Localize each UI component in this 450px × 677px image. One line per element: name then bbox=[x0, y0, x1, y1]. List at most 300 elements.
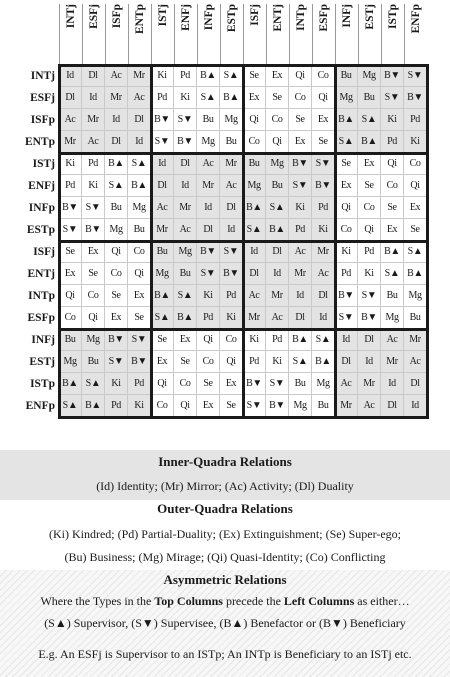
relation-cell: Qi bbox=[174, 395, 197, 417]
relation-cell: Ac bbox=[151, 197, 174, 219]
relation-cell: Ex bbox=[289, 131, 312, 153]
column-divider bbox=[312, 4, 313, 64]
relation-cell: Ex bbox=[128, 285, 151, 307]
column-divider bbox=[289, 4, 290, 64]
relation-cell: Co bbox=[381, 175, 404, 197]
relation-cell: B▲ bbox=[220, 87, 243, 109]
relation-cell: Mr bbox=[105, 87, 128, 109]
relation-cell: S▲ bbox=[312, 329, 335, 351]
relation-cell: S▼ bbox=[82, 197, 105, 219]
relation-cell: Ex bbox=[266, 65, 289, 87]
relation-cell: Mr bbox=[197, 175, 220, 197]
relation-cell: B▲ bbox=[174, 307, 197, 329]
column-divider bbox=[404, 4, 405, 64]
relation-cell: S▼ bbox=[381, 87, 404, 109]
relation-cell: Se bbox=[335, 153, 358, 175]
relation-cell: Qi bbox=[105, 241, 128, 263]
relation-cell: B▲ bbox=[266, 219, 289, 241]
relation-cell: Bu bbox=[335, 65, 358, 87]
relation-cell: Id bbox=[289, 285, 312, 307]
relation-cell: S▲ bbox=[266, 197, 289, 219]
relation-cell: Id bbox=[266, 263, 289, 285]
relation-cell: Mr bbox=[335, 395, 358, 417]
column-header bbox=[82, 4, 105, 64]
column-divider bbox=[105, 4, 106, 64]
relation-cell: Ac bbox=[59, 109, 82, 131]
relation-cell: S▲ bbox=[197, 87, 220, 109]
relation-cell: Id bbox=[358, 351, 381, 373]
relation-cell: Qi bbox=[266, 131, 289, 153]
relation-cell: B▼ bbox=[381, 65, 404, 87]
relation-cell: Dl bbox=[197, 219, 220, 241]
relation-cell: Se bbox=[151, 329, 174, 351]
column-header bbox=[174, 4, 197, 64]
relation-cell: Se bbox=[128, 307, 151, 329]
relation-cell: Ac bbox=[220, 175, 243, 197]
relation-cell: Pd bbox=[335, 263, 358, 285]
relation-cell: Ki bbox=[289, 197, 312, 219]
relation-cell: B▼ bbox=[151, 109, 174, 131]
column-header-label: ESFj bbox=[87, 4, 100, 29]
relation-cell: Ki bbox=[335, 241, 358, 263]
column-divider bbox=[174, 4, 175, 64]
relation-cell: Qi bbox=[381, 153, 404, 175]
relation-cell: Ki bbox=[105, 373, 128, 395]
relation-cell: Dl bbox=[358, 329, 381, 351]
relation-cell: Pd bbox=[381, 131, 404, 153]
relation-cell: S▲ bbox=[243, 219, 266, 241]
relation-cell: Ki bbox=[381, 109, 404, 131]
relation-cell: Mr bbox=[358, 373, 381, 395]
relation-cell: S▼ bbox=[335, 307, 358, 329]
relation-cell: Pd bbox=[105, 395, 128, 417]
relation-cell: Qi bbox=[197, 329, 220, 351]
relation-cell: Bu bbox=[151, 241, 174, 263]
relation-cell: S▼ bbox=[151, 131, 174, 153]
column-header bbox=[105, 4, 128, 64]
relation-cell: Id bbox=[174, 175, 197, 197]
relation-cell: S▼ bbox=[358, 285, 381, 307]
relation-cell: B▼ bbox=[358, 307, 381, 329]
relation-cell: Mg bbox=[381, 307, 404, 329]
relation-cell: Co bbox=[243, 131, 266, 153]
relation-cell: B▲ bbox=[105, 153, 128, 175]
relation-cell: Ac bbox=[289, 241, 312, 263]
relation-cell: Ki bbox=[197, 285, 220, 307]
asym-text-2: precede the bbox=[222, 594, 284, 608]
column-divider bbox=[151, 4, 152, 64]
relation-cell: Se bbox=[197, 373, 220, 395]
relation-cell: Co bbox=[82, 285, 105, 307]
column-header-label: ENTj bbox=[271, 4, 284, 32]
relation-cell: B▲ bbox=[404, 263, 427, 285]
row-header: ESFj bbox=[30, 92, 55, 104]
relation-cell: Mr bbox=[404, 329, 427, 351]
relation-cell: Qi bbox=[404, 175, 427, 197]
column-header-label: ISFp bbox=[110, 4, 123, 29]
relation-cell: Co bbox=[266, 109, 289, 131]
relation-cell: S▼ bbox=[128, 329, 151, 351]
relation-cell: Ac bbox=[312, 263, 335, 285]
relation-cell: Mg bbox=[105, 219, 128, 241]
relation-cell: Mg bbox=[59, 351, 82, 373]
relation-cell: Ex bbox=[358, 153, 381, 175]
relation-cell: Ex bbox=[105, 307, 128, 329]
relation-cell: S▼ bbox=[174, 109, 197, 131]
column-divider bbox=[358, 4, 359, 64]
inner-quadra-title: Inner-Quadra Relations bbox=[158, 454, 292, 469]
relation-cell: Ki bbox=[151, 65, 174, 87]
relation-cell: Ac bbox=[174, 219, 197, 241]
column-divider bbox=[128, 4, 129, 64]
relation-cell: Bu bbox=[105, 197, 128, 219]
relation-cell: S▲ bbox=[220, 65, 243, 87]
asym-left-columns: Left Columns bbox=[283, 594, 355, 608]
relation-cell: B▼ bbox=[197, 241, 220, 263]
relation-cell: Mr bbox=[220, 153, 243, 175]
column-header-label: INFp bbox=[202, 4, 215, 31]
relation-cell: B▲ bbox=[151, 285, 174, 307]
relation-cell: Ex bbox=[151, 351, 174, 373]
relation-cell: Pd bbox=[197, 307, 220, 329]
relation-cell: B▲ bbox=[335, 109, 358, 131]
relation-cell: Co bbox=[335, 219, 358, 241]
relation-cell: Ex bbox=[404, 197, 427, 219]
relation-cell: Pd bbox=[404, 109, 427, 131]
relation-cell: Ex bbox=[82, 241, 105, 263]
relation-cell: Pd bbox=[220, 285, 243, 307]
row-header: ENTp bbox=[24, 136, 55, 148]
relation-cell: S▼ bbox=[289, 175, 312, 197]
asym-text-1: Where the Types in the bbox=[40, 594, 155, 608]
relation-cell: S▲ bbox=[335, 131, 358, 153]
relation-cell: Ac bbox=[358, 395, 381, 417]
relation-cell: B▼ bbox=[105, 329, 128, 351]
relation-cell: S▼ bbox=[243, 395, 266, 417]
relation-cell: Qi bbox=[82, 307, 105, 329]
relation-cell: Mg bbox=[358, 65, 381, 87]
relation-cell: B▲ bbox=[128, 175, 151, 197]
relation-cell: Ki bbox=[174, 87, 197, 109]
relation-cell: Bu bbox=[174, 263, 197, 285]
relation-cell: B▲ bbox=[312, 351, 335, 373]
relation-cell: Bu bbox=[312, 395, 335, 417]
relation-cell: Id bbox=[312, 307, 335, 329]
column-divider bbox=[197, 4, 198, 64]
relation-cell: Co bbox=[289, 87, 312, 109]
relation-cell: Mg bbox=[335, 87, 358, 109]
relation-cell: Bu bbox=[197, 109, 220, 131]
relation-cell: Se bbox=[243, 65, 266, 87]
relation-cell: Pd bbox=[82, 153, 105, 175]
relation-cell: Mg bbox=[151, 263, 174, 285]
relation-cell: S▼ bbox=[59, 219, 82, 241]
relation-cell: Bu bbox=[243, 153, 266, 175]
row-header: ISFj bbox=[33, 246, 55, 258]
row-header: ENTj bbox=[27, 268, 55, 280]
relation-cell: Ac bbox=[105, 65, 128, 87]
asymmetric-section bbox=[0, 570, 450, 677]
row-header: ENFp bbox=[25, 400, 55, 412]
relation-cell: Ac bbox=[243, 285, 266, 307]
asymmetric-example: E.g. An ESFj is Supervisor to an ISTp; An INTp is Beneficiary to an ISTj etc. bbox=[38, 647, 412, 661]
outer-quadra-line2: (Bu) Business; (Mg) Mirage; (Qi) Quasi-Identity; (Co) Conflicting bbox=[64, 550, 386, 564]
outer-quadra-title: Outer-Quadra Relations bbox=[157, 501, 293, 516]
asym-text-3: as either… bbox=[354, 594, 410, 608]
relation-cell: B▲ bbox=[358, 131, 381, 153]
relation-cell: B▼ bbox=[174, 131, 197, 153]
relation-cell: Se bbox=[82, 263, 105, 285]
relation-cell: Qi bbox=[243, 109, 266, 131]
column-header-label: ISTp bbox=[386, 4, 399, 29]
column-header bbox=[197, 4, 220, 64]
relation-cell: Co bbox=[151, 395, 174, 417]
column-header bbox=[151, 4, 174, 64]
relation-cell: B▼ bbox=[289, 153, 312, 175]
relation-cell: Ex bbox=[197, 395, 220, 417]
column-divider bbox=[266, 4, 267, 64]
row-header: INFj bbox=[31, 334, 55, 346]
relation-cell: Ex bbox=[174, 329, 197, 351]
relation-cell: Ac bbox=[335, 373, 358, 395]
relation-cell: Pd bbox=[174, 65, 197, 87]
relation-cell: S▲ bbox=[289, 351, 312, 373]
relation-cell: S▲ bbox=[59, 395, 82, 417]
relation-cell: Se bbox=[289, 109, 312, 131]
relation-cell: B▼ bbox=[243, 373, 266, 395]
row-header: INTp bbox=[28, 290, 55, 302]
relation-cell: Se bbox=[312, 131, 335, 153]
relation-cell: Bu bbox=[220, 131, 243, 153]
relation-cell: Dl bbox=[128, 109, 151, 131]
relation-cell: Ki bbox=[404, 131, 427, 153]
relation-cell: B▲ bbox=[381, 241, 404, 263]
relation-cell: Ac bbox=[197, 153, 220, 175]
relation-cell: Se bbox=[358, 175, 381, 197]
row-header: INTj bbox=[30, 70, 55, 82]
relation-cell: Mg bbox=[174, 241, 197, 263]
relation-cell: Mg bbox=[128, 197, 151, 219]
relation-cell: Dl bbox=[266, 241, 289, 263]
relation-cell: Dl bbox=[82, 65, 105, 87]
relation-cell: Pd bbox=[151, 87, 174, 109]
relation-cell: B▲ bbox=[243, 197, 266, 219]
relation-cell: B▲ bbox=[289, 329, 312, 351]
relation-cell: Mr bbox=[82, 109, 105, 131]
row-header: ISTj bbox=[32, 158, 55, 170]
relation-cell: Ex bbox=[312, 109, 335, 131]
column-header-label: ESFp bbox=[317, 4, 330, 32]
relation-cell: B▲ bbox=[59, 373, 82, 395]
relation-cell: Ac bbox=[404, 351, 427, 373]
relation-cell: B▼ bbox=[335, 285, 358, 307]
column-header bbox=[381, 4, 404, 64]
relation-cell: B▼ bbox=[59, 197, 82, 219]
relation-cell: Ex bbox=[59, 263, 82, 285]
relation-cell: Bu bbox=[289, 373, 312, 395]
relation-cell: Ki bbox=[59, 153, 82, 175]
relation-cell: Se bbox=[59, 241, 82, 263]
relation-cell: S▼ bbox=[266, 373, 289, 395]
relation-cell: Id bbox=[243, 241, 266, 263]
relation-cell: Mg bbox=[289, 395, 312, 417]
relation-cell: Bu bbox=[358, 87, 381, 109]
relation-cell: Id bbox=[82, 87, 105, 109]
outer-quadra-section bbox=[0, 500, 450, 570]
relation-cell: S▲ bbox=[404, 241, 427, 263]
column-divider bbox=[243, 4, 244, 64]
relation-cell: Ki bbox=[220, 307, 243, 329]
relation-cell: Ac bbox=[381, 329, 404, 351]
column-header-label: ENTp bbox=[133, 4, 146, 35]
relation-cell: S▲ bbox=[381, 263, 404, 285]
relation-cell: Se bbox=[105, 285, 128, 307]
relation-cell: Dl bbox=[335, 351, 358, 373]
relation-cell: Ex bbox=[220, 373, 243, 395]
relation-cell: Pd bbox=[128, 373, 151, 395]
relation-cell: B▼ bbox=[82, 219, 105, 241]
relation-cell: Ki bbox=[358, 263, 381, 285]
relation-cell: Qi bbox=[289, 65, 312, 87]
relation-cell: Mg bbox=[82, 329, 105, 351]
relation-cell: Co bbox=[59, 307, 82, 329]
column-divider bbox=[220, 4, 221, 64]
relation-cell: S▲ bbox=[82, 373, 105, 395]
relation-cell: Co bbox=[128, 241, 151, 263]
relation-cell: Pd bbox=[266, 329, 289, 351]
relation-cell: Id bbox=[105, 109, 128, 131]
row-header: ISFp bbox=[30, 114, 55, 126]
relation-cell: Bu bbox=[404, 307, 427, 329]
relation-cell: Pd bbox=[243, 351, 266, 373]
relation-cell: B▲ bbox=[82, 395, 105, 417]
relation-cell: S▲ bbox=[174, 285, 197, 307]
relation-cell: Ex bbox=[243, 87, 266, 109]
relation-cell: Mr bbox=[59, 131, 82, 153]
column-header-label: ESTp bbox=[225, 4, 238, 33]
relation-cell: S▼ bbox=[312, 153, 335, 175]
relation-cell: Bu bbox=[381, 285, 404, 307]
relation-cell: Bu bbox=[59, 329, 82, 351]
relation-cell: Qi bbox=[335, 197, 358, 219]
relation-cell: Qi bbox=[151, 373, 174, 395]
relation-cell: Se bbox=[381, 197, 404, 219]
relation-cell: Qi bbox=[220, 351, 243, 373]
relation-cell: Mr bbox=[151, 219, 174, 241]
relation-cell: B▼ bbox=[220, 263, 243, 285]
relation-cell: Mr bbox=[312, 241, 335, 263]
column-divider bbox=[82, 4, 83, 64]
relation-cell: Dl bbox=[59, 87, 82, 109]
relation-cell: S▲ bbox=[151, 307, 174, 329]
relation-cell: Mg bbox=[266, 153, 289, 175]
relation-cell: Bu bbox=[82, 351, 105, 373]
relation-cell: S▼ bbox=[220, 241, 243, 263]
row-header: ESTp bbox=[26, 224, 55, 236]
relation-cell: Dl bbox=[312, 285, 335, 307]
relation-cell: Dl bbox=[243, 263, 266, 285]
column-header-label: INFj bbox=[340, 4, 353, 28]
relation-cell: B▼ bbox=[266, 395, 289, 417]
inner-quadra-section bbox=[0, 450, 450, 500]
relation-cell: Id bbox=[59, 65, 82, 87]
relation-cell: Dl bbox=[404, 373, 427, 395]
relation-cell: Ki bbox=[312, 219, 335, 241]
column-divider bbox=[381, 4, 382, 64]
column-header bbox=[59, 4, 82, 64]
relation-cell: Ex bbox=[381, 219, 404, 241]
relation-cell: Mr bbox=[266, 285, 289, 307]
column-header-label: INTj bbox=[64, 4, 77, 29]
asymmetric-line1 bbox=[0, 592, 450, 610]
relation-cell: Mr bbox=[128, 65, 151, 87]
asymmetric-title: Asymmetric Relations bbox=[163, 572, 287, 587]
relation-cell: Se bbox=[220, 395, 243, 417]
column-header bbox=[289, 4, 312, 64]
relation-cell: Id bbox=[381, 373, 404, 395]
relation-cell: Ac bbox=[128, 87, 151, 109]
column-header-label: ISFj bbox=[248, 4, 261, 26]
relation-cell: Mg bbox=[243, 175, 266, 197]
relation-cell: Mg bbox=[220, 109, 243, 131]
relation-cell: S▼ bbox=[105, 351, 128, 373]
column-divider bbox=[59, 4, 60, 64]
column-header bbox=[312, 4, 335, 64]
relation-cell: Id bbox=[128, 131, 151, 153]
asym-top-columns: Top Columns bbox=[154, 594, 223, 608]
relation-cell: Qi bbox=[128, 263, 151, 285]
row-header: ENFj bbox=[28, 180, 55, 192]
relation-cell: Co bbox=[197, 351, 220, 373]
relation-cell: Pd bbox=[312, 197, 335, 219]
column-header bbox=[128, 4, 151, 64]
relation-cell: Dl bbox=[174, 153, 197, 175]
relation-cell: S▲ bbox=[358, 109, 381, 131]
relation-cell: Co bbox=[105, 263, 128, 285]
relation-cell: Mr bbox=[174, 197, 197, 219]
relation-cell: Co bbox=[312, 65, 335, 87]
relation-cell: Co bbox=[404, 153, 427, 175]
relation-cell: Mr bbox=[243, 307, 266, 329]
relation-cell: Se bbox=[404, 219, 427, 241]
relation-cell: Se bbox=[174, 351, 197, 373]
column-divider bbox=[335, 4, 336, 64]
row-header: INFp bbox=[28, 202, 55, 214]
inner-quadra-text: (Id) Identity; (Mr) Mirror; (Ac) Activity; (Dl) Duality bbox=[96, 479, 354, 493]
relation-cell: S▲ bbox=[105, 175, 128, 197]
relation-cell: Mg bbox=[197, 131, 220, 153]
column-header bbox=[404, 4, 427, 64]
column-header-label: INTp bbox=[294, 4, 307, 31]
column-header bbox=[266, 4, 289, 64]
row-header: ISTp bbox=[30, 378, 55, 390]
relation-cell: S▲ bbox=[128, 153, 151, 175]
relation-cell: Qi bbox=[59, 285, 82, 307]
relation-cell: Id bbox=[404, 395, 427, 417]
relation-cell: Co bbox=[174, 373, 197, 395]
asymmetric-line2: (S▲) Supervisor, (S▼) Supervisee, (B▲) Benefactor or (B▼) Beneficiary bbox=[44, 616, 406, 630]
relation-cell: Id bbox=[151, 153, 174, 175]
relation-cell: Se bbox=[266, 87, 289, 109]
column-header-label: ENFj bbox=[179, 4, 192, 31]
relation-cell: Dl bbox=[289, 307, 312, 329]
column-header-label: ESTj bbox=[363, 4, 376, 30]
relation-cell: Bu bbox=[128, 219, 151, 241]
relation-cell: Mg bbox=[312, 373, 335, 395]
column-header-label: ISTj bbox=[156, 4, 169, 27]
relation-cell: Ex bbox=[335, 175, 358, 197]
relation-cell: Mg bbox=[404, 285, 427, 307]
